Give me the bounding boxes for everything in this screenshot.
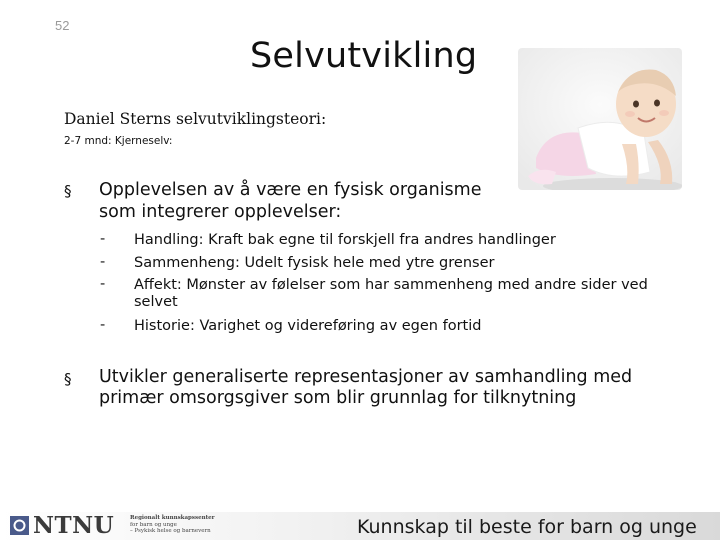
- footer-tagline: Kunnskap til beste for barn og unge: [357, 516, 697, 538]
- sub-item-line: Affekt: Mønster av følelser som har sammenheng med andre sider ved: [134, 277, 648, 293]
- slide-number: 52: [55, 18, 70, 33]
- ntnu-logo-icon: [10, 516, 29, 535]
- baby-photo: [518, 48, 682, 190]
- sub-item-line: Handling: Kraft bak egne til forskjell fra andres handlinger: [134, 232, 556, 248]
- bullet-marker: §: [64, 370, 72, 388]
- bullet-line: Utvikler generaliserte representasjoner av samhandling med: [99, 367, 633, 387]
- subtitle: Daniel Sterns selvutviklingsteori:: [64, 110, 327, 128]
- sub-item: [134, 254, 494, 272]
- dash-marker: -: [100, 254, 106, 270]
- logo-subtext-line: for barn og unge: [130, 521, 177, 528]
- bullet-line: Opplevelsen av å være en fysisk organisme: [99, 180, 482, 200]
- logo-subtext-line: – Psykisk helse og barnevern: [130, 528, 211, 534]
- logo-subtext-line: Regionalt kunnskapssenter: [130, 515, 215, 521]
- bullet-text: [99, 367, 659, 409]
- sub-item-line: selvet: [134, 294, 178, 310]
- dash-marker: -: [100, 276, 106, 292]
- ntnu-logo-text: NTNU: [33, 512, 115, 539]
- bullet-line: primær omsorgsgiver som blir grunnlag for tilknytning: [99, 388, 577, 408]
- sub-item: [134, 317, 481, 335]
- sub-item-line: Historie: Varighet og videreføring av egen fortid: [134, 318, 482, 334]
- logo-subtext: [130, 515, 240, 535]
- dash-marker: -: [100, 317, 106, 333]
- sub-item: [134, 231, 556, 249]
- bullet-line: som integrerer opplevelser:: [99, 202, 342, 222]
- bullet-text: [99, 179, 519, 223]
- sub-item: [134, 276, 648, 311]
- slide-title: Selvutvikling: [250, 36, 478, 76]
- sub-item-line: Sammenheng: Udelt fysisk hele med ytre grenser: [134, 255, 495, 271]
- dash-marker: -: [100, 231, 106, 247]
- section-heading: 2-7 mnd: Kjerneselv:: [64, 135, 173, 147]
- bullet-marker: §: [64, 182, 72, 200]
